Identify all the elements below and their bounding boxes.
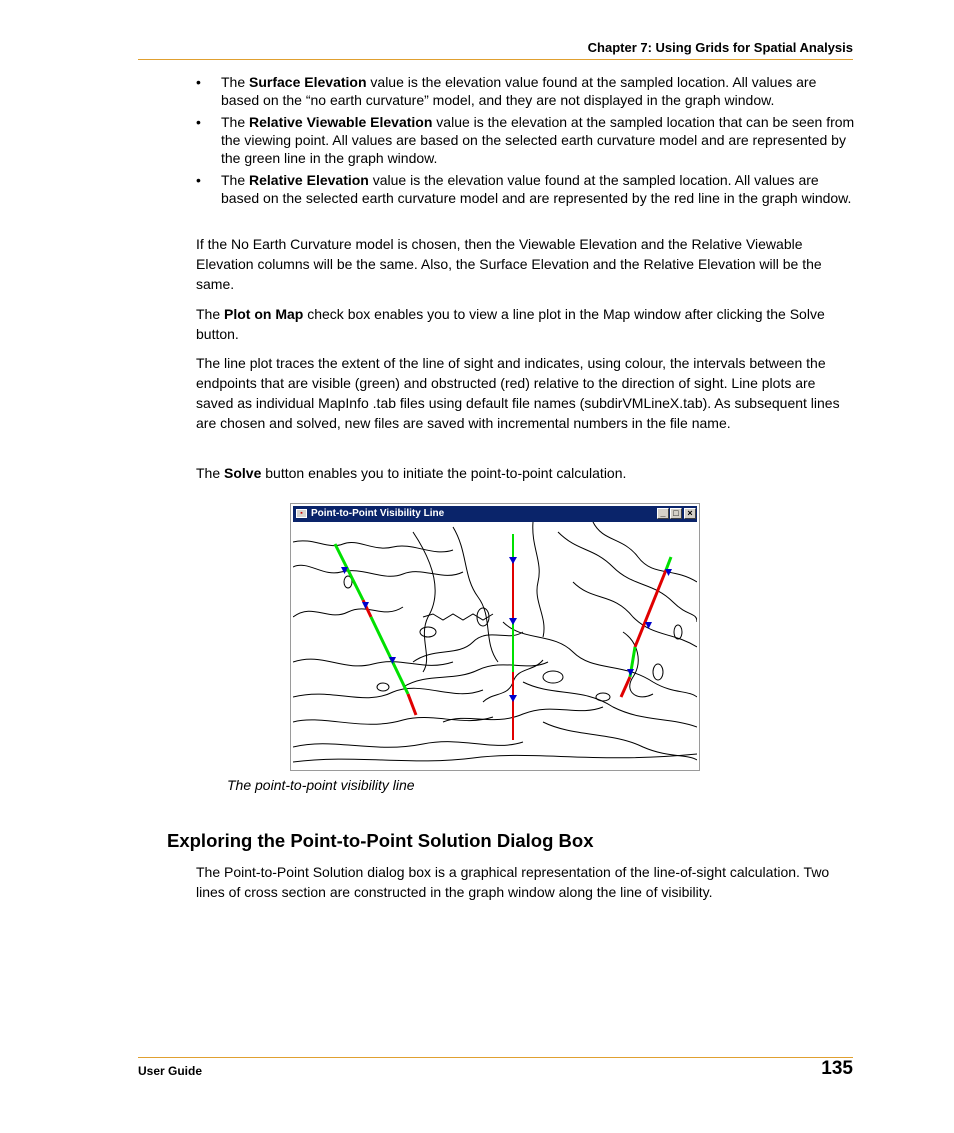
text-fragment: button enables you to initiate the point-to-point calculation. xyxy=(261,465,627,481)
contour-map xyxy=(293,522,697,768)
list-item xyxy=(196,113,856,167)
text-fragment: The xyxy=(196,465,225,481)
bullet-text: value is the elevation value found at the sampled location. All values are based on the “no earth curvature” model, and they are not displayed in the graph window. xyxy=(221,74,817,108)
bullet-prefix: The xyxy=(221,172,250,188)
list-item xyxy=(196,171,856,207)
text-fragment: The xyxy=(196,306,225,322)
term-surface-elevation: Surface Elevation xyxy=(249,74,367,90)
app-icon: ▪ xyxy=(296,509,307,518)
bullet-icon: • xyxy=(196,172,201,188)
direction-marker-icon xyxy=(645,622,652,629)
curvature-paragraph: If the No Earth Curvature model is chosen, then the Viewable Elevation and the Relative Viewable Elevation columns will be the same. Also, the Surface Elevation and the Relative Elevation will be the same. xyxy=(196,236,822,292)
chapter-header: Chapter 7: Using Grids for Spatial Analysis xyxy=(587,40,853,55)
bullet-prefix: The xyxy=(221,114,250,130)
term-relative-elevation: Relative Elevation xyxy=(249,172,369,188)
minimize-button[interactable]: _ xyxy=(657,508,669,519)
term-plot-on-map: Plot on Map xyxy=(224,306,304,322)
close-button[interactable]: × xyxy=(684,508,696,519)
header-rule xyxy=(138,59,853,60)
figure-caption: The point-to-point visibility line xyxy=(227,777,415,793)
direction-marker-icon xyxy=(509,695,517,702)
footer-label: User Guide xyxy=(138,1064,203,1078)
bullet-text: value is the elevation value found at the sampled location. All values are based on the selected earth curvature model and are represented by the red line in the graph window. xyxy=(221,172,852,206)
section-heading: Exploring the Point-to-Point Solution Dialog Box xyxy=(167,830,594,851)
bullet-list xyxy=(196,73,856,211)
section-body: The Point-to-Point Solution dialog box is a graphical representation of the line-of-sight calculation. Two lines of cross section are constructed in the graph window along the line of visibility. xyxy=(196,864,830,900)
text-fragment: check box enables you to view a line plot in the Map window after clicking the Solve button. xyxy=(196,306,825,342)
bullet-prefix: The xyxy=(221,74,250,90)
maximize-button[interactable]: □ xyxy=(670,508,682,519)
term-relative-viewable-elevation: Relative Viewable Elevation xyxy=(249,114,433,130)
plot-on-map-paragraph xyxy=(196,304,856,344)
direction-marker-icon xyxy=(509,557,517,564)
bullet-icon: • xyxy=(196,74,201,90)
direction-marker-icon xyxy=(509,618,517,625)
window-title: Point-to-Point Visibility Line xyxy=(311,508,445,519)
direction-marker-icon xyxy=(389,657,396,664)
direction-markers xyxy=(341,557,672,702)
window-titlebar xyxy=(293,506,697,522)
footer-rule xyxy=(138,1057,853,1058)
line-plot-paragraph: The line plot traces the extent of the line of sight and indicates, using colour, the intervals between the endpoints that are visible (green) and obstructed (red) relative to the direction of sight. Line plots are saved as individual MapInfo .tab files using default file names (subdirVMLineX.tab). As subsequent lines are chosen and solved, new files are saved with incremental numbers in the file name. xyxy=(196,355,840,431)
bullet-icon: • xyxy=(196,114,201,130)
page-number: 135 xyxy=(821,1058,853,1079)
solve-paragraph xyxy=(196,463,856,483)
bullet-text: value is the elevation at the sampled location that can be seen from the viewing point. All values are based on the selected earth curvature model and are represented by the green line in the graph window. xyxy=(221,114,855,166)
term-solve: Solve xyxy=(224,465,262,481)
list-item xyxy=(196,73,856,109)
visibility-window-screenshot xyxy=(290,503,700,771)
